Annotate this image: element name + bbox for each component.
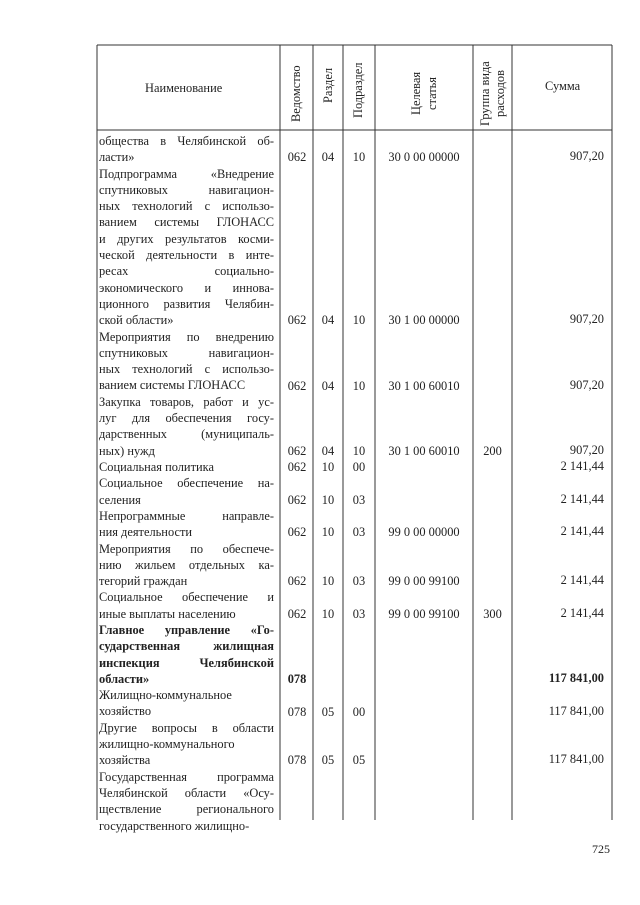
row-name [99,459,274,475]
row-sum: 2 141,44 [560,459,604,473]
row-department: 062 [287,492,307,507]
row-subsection: 00 [352,460,366,474]
row-target-article: 30 1 00 00000 [388,313,460,328]
row-target-article: 99 0 00 99100 [388,574,460,589]
row-name-line: Социальная политика [99,460,214,474]
row-name-line: ществление регионального [99,802,274,817]
row-name-line: спутниковых навигацион- [99,182,274,197]
row-name-line: инспекция Челябинской [99,655,274,670]
row-subsection: 10 [352,378,366,393]
row-name-line: Челябинской области «Осу- [99,785,274,800]
row-department: 078 [287,671,307,686]
row-name [99,329,274,394]
row-name-line: Социальное обеспечение и [99,590,274,605]
header-section: Раздел [321,67,335,103]
row-section: 10 [321,460,335,474]
row-name [99,687,274,720]
page-number: 725 [592,842,610,856]
row-section: 10 [321,525,335,540]
row-sum: 117 841,00 [548,703,604,718]
row-sum: 907,20 [569,149,604,164]
row-name-line: ных) нужд [99,443,155,458]
header-name: Наименование [145,81,223,95]
row-name-line: Жилищно-коммунальное [99,688,232,703]
row-sum: 2 141,44 [560,573,604,588]
row-department: 078 [287,753,307,768]
row-name-line: ния деятельности [99,525,192,540]
row-name-line: экономического и иннова- [99,280,274,295]
row-department: 062 [287,378,307,393]
row-name-line: Подпрограмма «Внедрение [99,166,274,181]
row-name-line: ласти» [99,150,135,165]
row-section: 10 [321,606,335,621]
row-name-line: хозяйство [99,704,152,719]
row-name-line: Социальное обеспечение на- [99,476,274,491]
row-name-line: жилищно-коммунального [99,737,235,752]
row-name-line: иные выплаты населению [99,606,236,621]
row-subsection: 10 [352,443,366,458]
row-sum: 907,20 [569,312,604,327]
row-target-article: 30 1 00 60010 [388,443,460,458]
row-department: 062 [287,313,307,328]
row-name-line: Мероприятия по внедрению [99,329,274,344]
header-target-article-line2: статья [425,76,439,110]
row-subsection: 03 [352,574,366,589]
row-department: 062 [287,150,307,165]
row-name-line: Мероприятия по обеспече- [99,541,274,556]
row-section: 04 [321,150,335,165]
row-section: 05 [321,704,335,719]
row-section: 05 [321,753,335,768]
row-target-article: 30 1 00 60010 [388,378,460,393]
row-sum: 2 141,44 [560,491,604,506]
row-name-line: ческой деятельности в инте- [99,248,274,263]
row-subsection: 05 [352,753,366,768]
row-subsection: 03 [352,492,366,507]
row-name [99,541,274,590]
header-subsection: Подраздел [351,62,365,118]
row-section: 04 [321,443,335,458]
header-sum: Сумма [545,79,581,93]
row-name-line: ской области» [99,313,174,328]
row-name-line: ных технологий с использо- [99,199,274,214]
row-department: 062 [287,460,307,474]
row-name [99,133,274,166]
row-section: 04 [321,378,335,393]
row-name-line: хозяйства [99,753,151,768]
row-name-line: государственного жилищно- [99,818,250,833]
row-sum: 907,20 [569,377,604,392]
row-name [99,622,274,687]
row-department: 078 [287,704,307,719]
row-name [99,508,274,541]
row-name-line: Непрограммные направле- [99,508,274,523]
row-name-line: ных технологий с использо- [99,362,274,377]
row-section: 10 [321,492,335,507]
header-department: Ведомство [289,65,303,122]
row-sum: 117 841,00 [548,670,604,685]
row-expense-group: 200 [483,443,502,458]
row-name [99,720,274,769]
row-subsection: 10 [352,150,366,165]
header-expense-group-line1: Группа вида [478,61,492,126]
row-name-line: сударственная жилищная [99,639,274,654]
row-name-line: селения [99,492,141,507]
row-department: 062 [287,443,307,458]
row-subsection: 00 [352,704,366,719]
row-name-line: спутниковых навигацион- [99,345,274,360]
row-target-article: 99 0 00 99100 [388,606,460,621]
row-name [99,769,274,834]
row-name-line: ванием системы ГЛОНАСС [99,215,274,230]
row-name [99,475,274,508]
row-subsection: 03 [352,525,366,540]
header-target-article-line1: Целевая [409,71,423,115]
row-name-line: Государственная программа [99,769,274,784]
row-name-line: тегорий граждан [99,574,188,589]
row-department: 062 [287,574,307,589]
row-name-line: нию жильем отдельных ка- [99,557,274,572]
row-section: 10 [321,574,335,589]
row-subsection: 10 [352,313,366,328]
row-name-line: Главное управление «Го- [99,623,274,637]
row-name-line: ционного развития Челябин- [99,296,274,311]
row-name-line: ресах социально- [99,264,274,279]
row-department: 062 [287,606,307,621]
row-sum: 907,20 [569,442,604,457]
row-expense-group: 300 [483,606,502,621]
row-name-line: луг для обеспечения госу- [99,411,274,426]
row-name [99,166,274,329]
row-sum: 2 141,44 [560,605,604,620]
row-sum: 117 841,00 [548,752,604,767]
row-name-line: общества в Челябинской об- [99,134,274,148]
row-name-line: дарственных (муниципаль- [99,427,274,442]
row-target-article: 30 0 00 00000 [388,150,460,165]
row-name-line: области» [99,671,150,686]
row-sum: 2 141,44 [560,524,604,539]
header-expense-group-line2: расходов [493,70,507,117]
row-target-article: 99 0 00 00000 [388,525,460,540]
row-section: 04 [321,313,335,328]
row-name-line: Другие вопросы в области [99,720,274,735]
row-name [99,394,274,459]
row-name-line: ванием системы ГЛОНАСС [99,378,246,393]
row-name-line: Закупка товаров, работ и ус- [99,394,274,409]
row-subsection: 03 [352,606,366,621]
row-name [99,589,274,622]
row-name-line: и других результатов косми- [99,231,274,246]
row-department: 062 [287,525,307,540]
